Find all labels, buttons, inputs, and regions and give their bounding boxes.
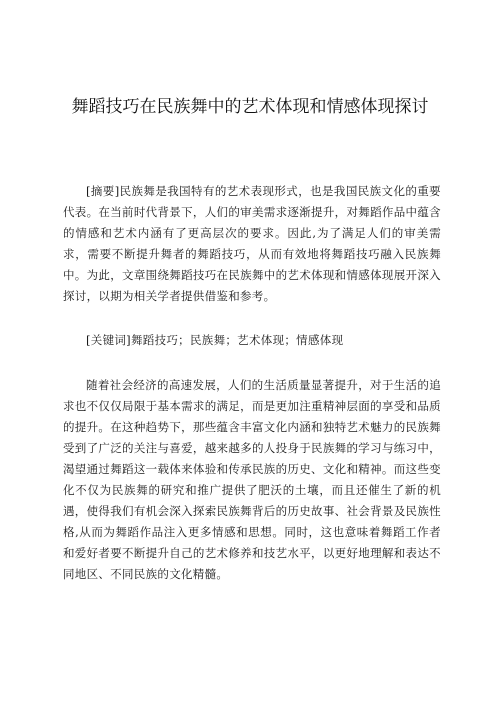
- abstract-paragraph: [63, 181, 441, 307]
- intro-section: [63, 375, 441, 585]
- keywords-section: [63, 330, 441, 351]
- abstract-section: [63, 181, 441, 307]
- intro-paragraph: 随着社会经济的高速发展，人们的生活质量显著提升，对于生活的追求也不仅仅局限于基本需求的满足，而是更加注重精神层面的享受和品质的提升。在这种趋势下，那些蕴含丰富文化内涵和独特艺术魅力的民族舞受到了广泛的关注与喜爱，越来越多的人投身于民族舞的学习与练习中，渴望通过舞蹈这一载体来体验和传承民族的历史、文化和精神。而这些变化不仅为民族舞的研究和推广提供了肥沃的土壤，而且还催生了新的机遇，使得我们有机会深入探索民族舞背后的历史故事、社会背景及民族性格,从而为舞蹈作品注入更多情感和思想。同时，这也意味着舞蹈工作者和爱好者要不断提升自己的艺术修养和技艺水平，以更好地理解和表达不同地区、不同民族的文化精髓。: [63, 378, 441, 581]
- keywords-line: [63, 330, 441, 351]
- abstract-text: 民族舞是我国特有的艺术表现形式，也是我国民族文化的重要代表。在当前时代背景下，人们的审美需求逐渐提升，对舞蹈作品中蕴含的情感和艺术内涵有了更高层次的要求。因此,为了满足人们的审美需求，需要不断提升舞者的舞蹈技巧，从而有效地将舞蹈技巧融入民族舞中。为此，文章围绕舞蹈技巧在民族舞中的艺术体现和情感体现展开深入探讨，以期为相关学者提供借鉴和参考。: [63, 184, 441, 303]
- paper-title: 舞蹈技巧在民族舞中的艺术体现和情感体现探讨: [71, 97, 429, 117]
- keywords-text: 舞蹈技巧；民族舞；艺术体现；情感体现: [130, 333, 344, 347]
- abstract-label: [摘要]: [86, 184, 120, 198]
- keywords-label: [关键词]: [86, 333, 131, 347]
